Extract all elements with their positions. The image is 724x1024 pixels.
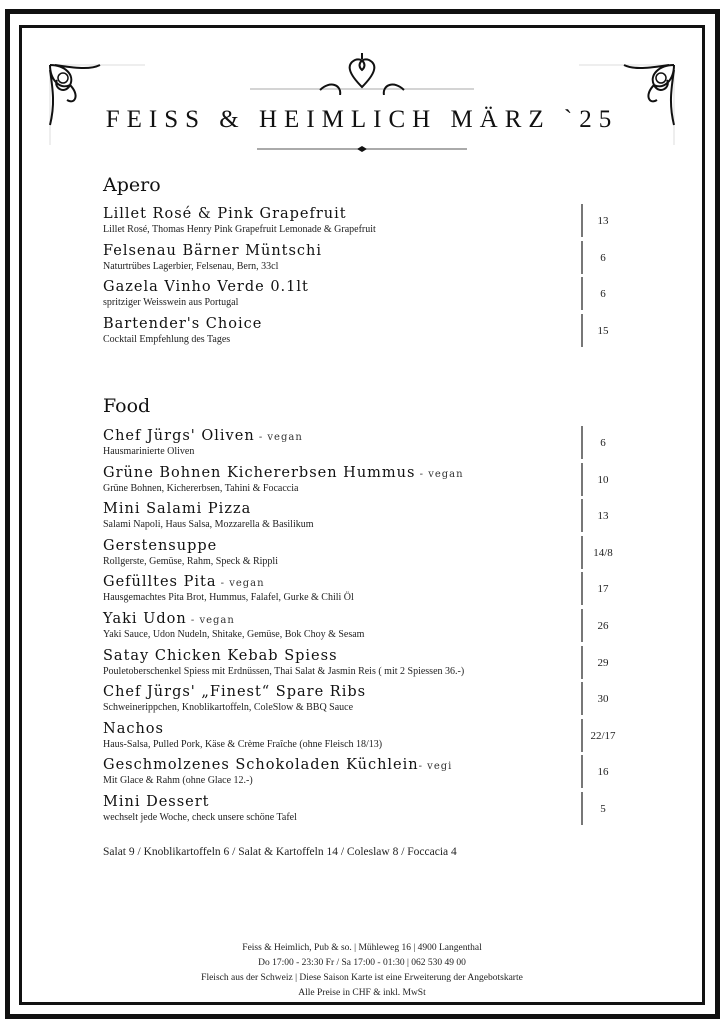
menu-item xyxy=(103,316,633,353)
item-name xyxy=(103,279,633,297)
menu-item xyxy=(103,243,633,280)
item-price: 6 xyxy=(600,288,606,301)
item-name xyxy=(103,428,633,446)
item-name-text: Felsenau Bärner Müntschi xyxy=(103,242,323,259)
price-divider xyxy=(581,682,583,715)
item-name-text: Chef Jürgs' „Finest“ Spare Ribs xyxy=(103,684,367,701)
item-name-text: Gerstensuppe xyxy=(103,537,218,554)
item-description: spritziger Weisswein aus Portugal xyxy=(103,297,239,309)
price-divider xyxy=(581,646,583,679)
item-name xyxy=(103,721,633,739)
item-price: 14/8 xyxy=(593,546,613,559)
item-price: 17 xyxy=(597,583,609,596)
item-price: 22/17 xyxy=(590,729,616,742)
item-price: 6 xyxy=(600,437,606,449)
corner-ornament-left-icon xyxy=(45,60,155,150)
price-divider xyxy=(581,792,583,825)
menu-item xyxy=(103,721,633,758)
item-name xyxy=(103,316,633,334)
item-description: Cocktail Empfehlung des Tages xyxy=(103,333,231,345)
item-description: Rollgerste, Gemüse, Rahm, Speck & Rippli xyxy=(103,555,278,567)
price-divider xyxy=(581,536,583,569)
title-divider-icon xyxy=(257,145,467,153)
menu-item xyxy=(103,574,633,611)
item-name xyxy=(103,538,633,556)
footer-prices: Alle Preise in CHF & inkl. MwSt xyxy=(298,988,426,998)
price-divider xyxy=(581,499,583,532)
top-center-ornament-icon xyxy=(250,45,474,95)
menu-item xyxy=(103,501,633,538)
item-tag: - vegan xyxy=(216,578,265,590)
menu-item xyxy=(103,465,633,502)
section-title-apero: Apero xyxy=(103,174,161,196)
menu-item xyxy=(103,794,633,831)
price-divider xyxy=(581,755,583,788)
item-description: Lillet Rosé, Thomas Henry Pink Grapefruit Lemonade & Grapefruit xyxy=(103,224,376,235)
item-name xyxy=(103,243,633,261)
item-name-text: Grüne Bohnen Kichererbsen Hummus xyxy=(103,464,416,481)
price-divider xyxy=(581,463,583,496)
item-name xyxy=(103,611,633,629)
item-price: 29 xyxy=(597,656,609,669)
item-tag: - vegan xyxy=(254,432,303,443)
price-divider xyxy=(581,277,583,310)
price-divider xyxy=(581,314,583,347)
food-list xyxy=(103,428,633,831)
item-name xyxy=(103,574,633,592)
item-price: 15 xyxy=(597,324,609,337)
item-name-text: Satay Chicken Kebab Spiess xyxy=(103,647,338,664)
item-price: 5 xyxy=(600,802,606,815)
item-name-text: Mini Salami Pizza xyxy=(103,501,252,518)
menu-item xyxy=(103,538,633,575)
price-divider xyxy=(581,241,583,274)
item-description: Mit Glace & Rahm (ohne Glace 12.-) xyxy=(103,775,253,787)
item-name xyxy=(103,684,633,702)
item-name xyxy=(103,757,633,775)
price-divider xyxy=(581,609,583,642)
item-tag: - vegan xyxy=(415,468,464,480)
item-description: Grüne Bohnen, Kichererbsen, Tahini & Focaccia xyxy=(103,482,299,494)
item-description: Haus-Salsa, Pulled Pork, Käse & Crème Fraîche (ohne Fleisch 18/13) xyxy=(103,738,383,750)
section-title-food: Food xyxy=(103,395,151,417)
menu-item xyxy=(103,684,633,721)
item-description: Salami Napoli, Haus Salsa, Mozzarella & Basilikum xyxy=(103,519,314,531)
menu-item xyxy=(103,757,633,794)
item-description: wechselt jede Woche, check unsere schöne Tafel xyxy=(103,811,297,823)
item-name xyxy=(103,794,633,812)
sides-line: Salat 9 / Knoblikartoffeln 6 / Salat & Kartoffeln 14 / Coleslaw 8 / Foccacia 4 xyxy=(103,846,457,858)
item-name xyxy=(103,206,633,224)
item-tag: - vegi xyxy=(418,761,453,773)
menu-item xyxy=(103,206,633,243)
item-name-text: Gefülltes Pita xyxy=(103,574,217,591)
item-description: Schweinerippchen, Knoblikartoffeln, ColeSlow & BBQ Sauce xyxy=(103,702,354,714)
footer-note: Fleisch aus der Schweiz | Diese Saison Karte ist eine Erweiterung der Angebotskarte xyxy=(201,973,523,983)
price-divider xyxy=(581,572,583,605)
item-name-text: Mini Dessert xyxy=(103,793,210,810)
menu-item xyxy=(103,428,633,465)
menu-item xyxy=(103,611,633,648)
corner-ornament-right-icon xyxy=(569,60,679,150)
item-price: 13 xyxy=(597,510,609,523)
item-name-text: Nachos xyxy=(103,720,164,737)
item-name xyxy=(103,465,633,483)
item-price: 30 xyxy=(597,693,609,706)
footer-hours: Do 17:00 - 23:30 Fr / Sa 17:00 - 01:30 | 062 530 49 00 xyxy=(258,958,466,968)
footer xyxy=(0,941,724,1001)
item-price: 16 xyxy=(597,766,609,779)
item-name-text: Chef Jürgs' Oliven xyxy=(103,428,255,444)
item-name-text: Yaki Udon xyxy=(103,610,187,627)
item-description: Yaki Sauce, Udon Nudeln, Shitake, Gemüse, Bok Choy & Sesam xyxy=(103,628,365,640)
item-name-text: Bartender's Choice xyxy=(103,315,263,332)
footer-address: Feiss & Heimlich, Pub & so. | Mühleweg 16 | 4900 Langenthal xyxy=(242,943,482,953)
price-divider xyxy=(581,426,583,459)
item-name xyxy=(103,648,633,666)
menu-item xyxy=(103,648,633,685)
item-name xyxy=(103,501,633,519)
item-name-text: Lillet Rosé & Pink Grapefruit xyxy=(103,206,347,222)
item-description: Hausgemachtes Pita Brot, Hummus, Falafel, Gurke & Chili Öl xyxy=(103,592,354,604)
page-title: FEISS & HEIMLICH MÄRZ `25 xyxy=(105,106,619,133)
apero-list xyxy=(103,206,633,352)
item-name-text: Geschmolzenes Schokoladen Küchlein xyxy=(103,757,419,774)
item-price: 26 xyxy=(597,619,609,632)
item-description: Pouletoberschenkel Spiess mit Erdnüssen, Thai Salat & Jasmin Reis ( mit 2 Spiessen 36.-) xyxy=(103,665,465,677)
item-price: 13 xyxy=(597,215,609,227)
item-name-text: Gazela Vinho Verde 0.1lt xyxy=(103,279,309,296)
price-divider xyxy=(581,204,583,237)
price-divider xyxy=(581,719,583,752)
item-description: Naturtrübes Lagerbier, Felsenau, Bern, 33cl xyxy=(103,260,279,272)
menu-item xyxy=(103,279,633,316)
item-tag: - vegan xyxy=(186,614,235,626)
item-price: 10 xyxy=(597,473,609,486)
item-description: Hausmarinierte Oliven xyxy=(103,446,195,457)
item-price: 6 xyxy=(600,251,606,264)
